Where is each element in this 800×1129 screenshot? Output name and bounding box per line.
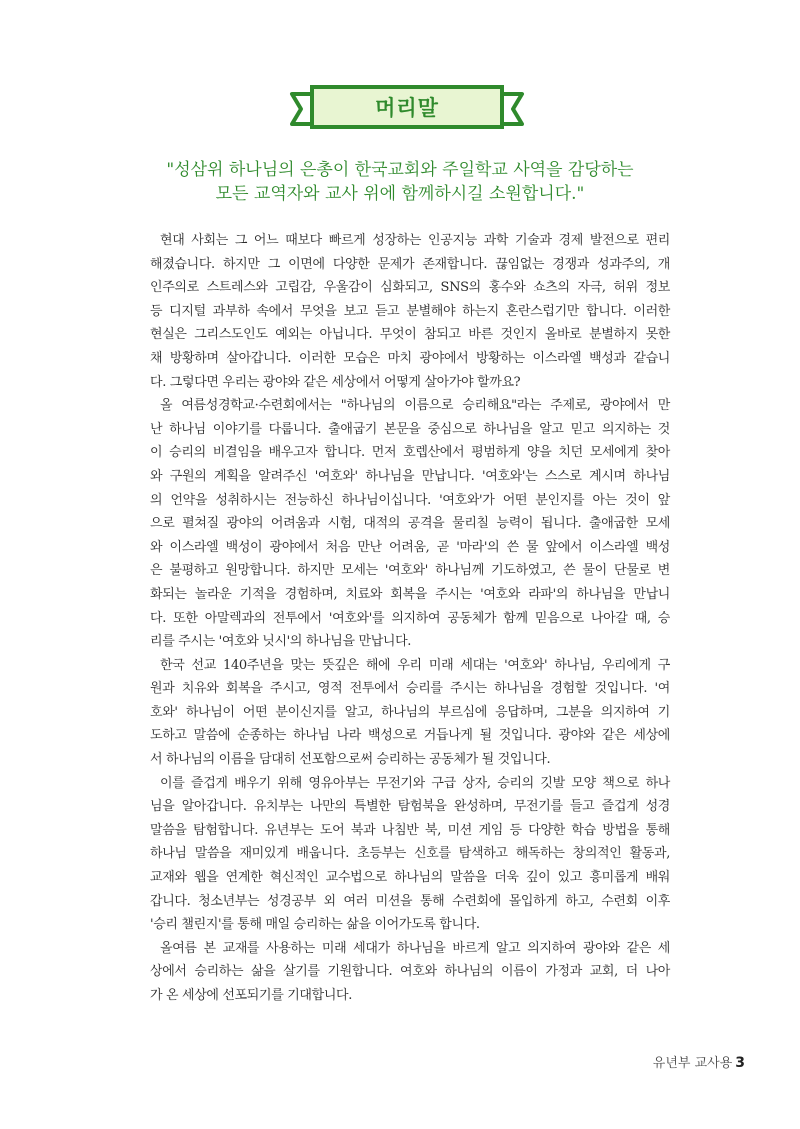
body-line: 현실은 그리스도인도 예외는 아닙니다. 무엇이 참되고 바른 것인지 올바로 분별하지 못한: [150, 327, 670, 343]
body-line: 원과 치유와 회복을 주시고, 영적 전투에서 승리를 주시는 하나님을 경험할 것입니다. '여: [150, 681, 670, 697]
page-title: 머리말: [375, 96, 439, 120]
intro-quote: [100, 158, 700, 206]
body-line: 호와' 하나님이 어떤 분이신지를 알고, 하나님의 부르심에 응답하며, 그분을 의지하여 기: [150, 704, 670, 720]
preface-body: [150, 229, 670, 1008]
body-line: 와 구원의 계획을 알려주신 '여호와' 하나님을 만납니다. '여호와'는 스스로 계시며 하나님: [150, 468, 670, 484]
quote-line: 모든 교역자와 교사 위에 함께하시길 소원합니다.": [215, 184, 585, 204]
body-line: 해졌습니다. 하지만 그 이면에 다양한 문제가 존재합니다. 끊임없는 경쟁과 성과주의, 개: [150, 256, 670, 272]
body-line: 님을 알아갑니다. 유치부는 나만의 특별한 탐험북을 완성하며, 무전기를 들고 즐겁게 성경: [150, 799, 670, 815]
page-number: 3: [735, 1055, 745, 1071]
body-line: 리를 주시는 '여호와 닛시'의 하나님을 만납니다.: [150, 634, 412, 650]
body-line: 가 온 세상에 선포되기를 기대합니다.: [150, 988, 353, 1003]
footer-label: 유년부 교사용: [652, 1056, 733, 1071]
body-line: 도하고 말씀에 순종하는 하나님 나라 백성으로 거듭나게 될 것입니다. 광야와 같은 세상에: [150, 728, 670, 744]
body-line: 와 이스라엘 백성이 광야에서 처음 만난 어려움, 곧 '마라'의 쓴 물 앞에서 이스라엘 백성: [150, 539, 670, 555]
body-line: 이 승리의 비결임을 배우고자 합니다. 먼저 호렙산에서 평범하게 양을 치던 모세에게 찾아: [150, 445, 670, 461]
body-line: 교재와 웹을 연계한 혁신적인 교수법으로 하나님의 말씀을 더욱 깊이 있고 흥미롭게 배워: [150, 870, 670, 886]
body-line: 한국 선교 140주년을 맞는 뜻깊은 해에 우리 미래 세대는 '여호와' 하나님, 우리에게 구: [160, 657, 670, 673]
title-banner: [282, 80, 532, 136]
body-line: 의 언약을 성취하시는 전능하신 하나님이십니다. '여호와'가 어떤 분인지를 아는 것이 앞: [150, 492, 670, 508]
body-line: 이를 즐겁게 배우기 위해 영유아부는 무전기와 구급 상자, 승리의 깃발 모양 책으로 하나: [160, 775, 670, 791]
body-line: 말씀을 탐험합니다. 유년부는 도어 북과 나침반 북, 미션 게임 등 다양한 학습 방법을 통해: [150, 822, 670, 838]
body-line: 갑니다. 청소년부는 성경공부 외 여러 미션을 통해 수련회에 몰입하게 하고, 수련회 이후: [150, 893, 670, 909]
body-line: 난 하나님 이야기를 다룹니다. 출애굽기 본문을 중심으로 하나님을 알고 믿고 의지하는 것: [150, 421, 670, 437]
page-footer: [653, 1052, 745, 1071]
body-line: '승리 챌린지'를 통해 매일 승리하는 삶을 이어가도록 합니다.: [150, 917, 480, 933]
body-line: 인주의로 스트레스와 고립감, 우울감이 심화되고, SNS의 홍수와 쇼츠의 자극, 허위 정보: [150, 280, 670, 296]
body-line: 화되는 놀라운 기적을 경험하며, 치료와 회복을 주시는 '여호와 라파'의 하나님을 만납니: [150, 586, 670, 602]
body-line: 서 하나님의 이름을 담대히 선포함으로써 승리하는 공동체가 될 것입니다.: [150, 752, 551, 768]
body-line: 하나님 말씀을 재미있게 배웁니다. 초등부는 신호를 탐색하고 해독하는 창의적인 활동과,: [150, 846, 670, 862]
body-line: 상에서 승리하는 삶을 살기를 기원합니다. 여호와 하나님의 이름이 가정과 교회, 더 나아: [150, 964, 670, 980]
body-line: 등 디지털 과부하 속에서 무엇을 보고 듣고 분별해야 하는지 혼란스럽기만 합니다. 이러한: [150, 303, 670, 319]
body-line: 현대 사회는 그 어느 때보다 빠르게 성장하는 인공지능 과학 기술과 경제 발전으로 편리: [160, 233, 670, 248]
body-line: 올여름 본 교재를 사용하는 미래 세대가 하나님을 바르게 알고 의지하여 광야와 같은 세: [160, 940, 670, 956]
body-line: 은 불평하고 원망합니다. 하지만 모세는 '여호와' 하나님께 기도하였고, 쓴 물이 단물로 변: [150, 563, 670, 579]
body-line: 다. 또한 아말렉과의 전투에서 '여호와'를 의지하여 공동체가 함께 믿음으로 나아갈 때, 승: [150, 610, 670, 626]
body-line: 으로 펼쳐질 광야의 어려움과 시험, 대적의 공격을 물리칠 능력이 됩니다. 출애굽한 모세: [150, 516, 670, 532]
body-line: 다. 그렇다면 우리는 광야와 같은 세상에서 어떻게 살아가야 할까요?: [150, 374, 521, 390]
body-line: 올 여름성경학교·수련회에서는 "하나님의 이름으로 승리해요"라는 주제로, 광야에서 만: [160, 398, 670, 414]
quote-line: "성삼위 하나님의 은총이 한국교회와 주일학교 사역을 감당하는: [166, 160, 634, 180]
body-line: 채 방황하며 살아갑니다. 이러한 모습은 마치 광야에서 방황하는 이스라엘 백성과 같습니: [150, 350, 670, 366]
